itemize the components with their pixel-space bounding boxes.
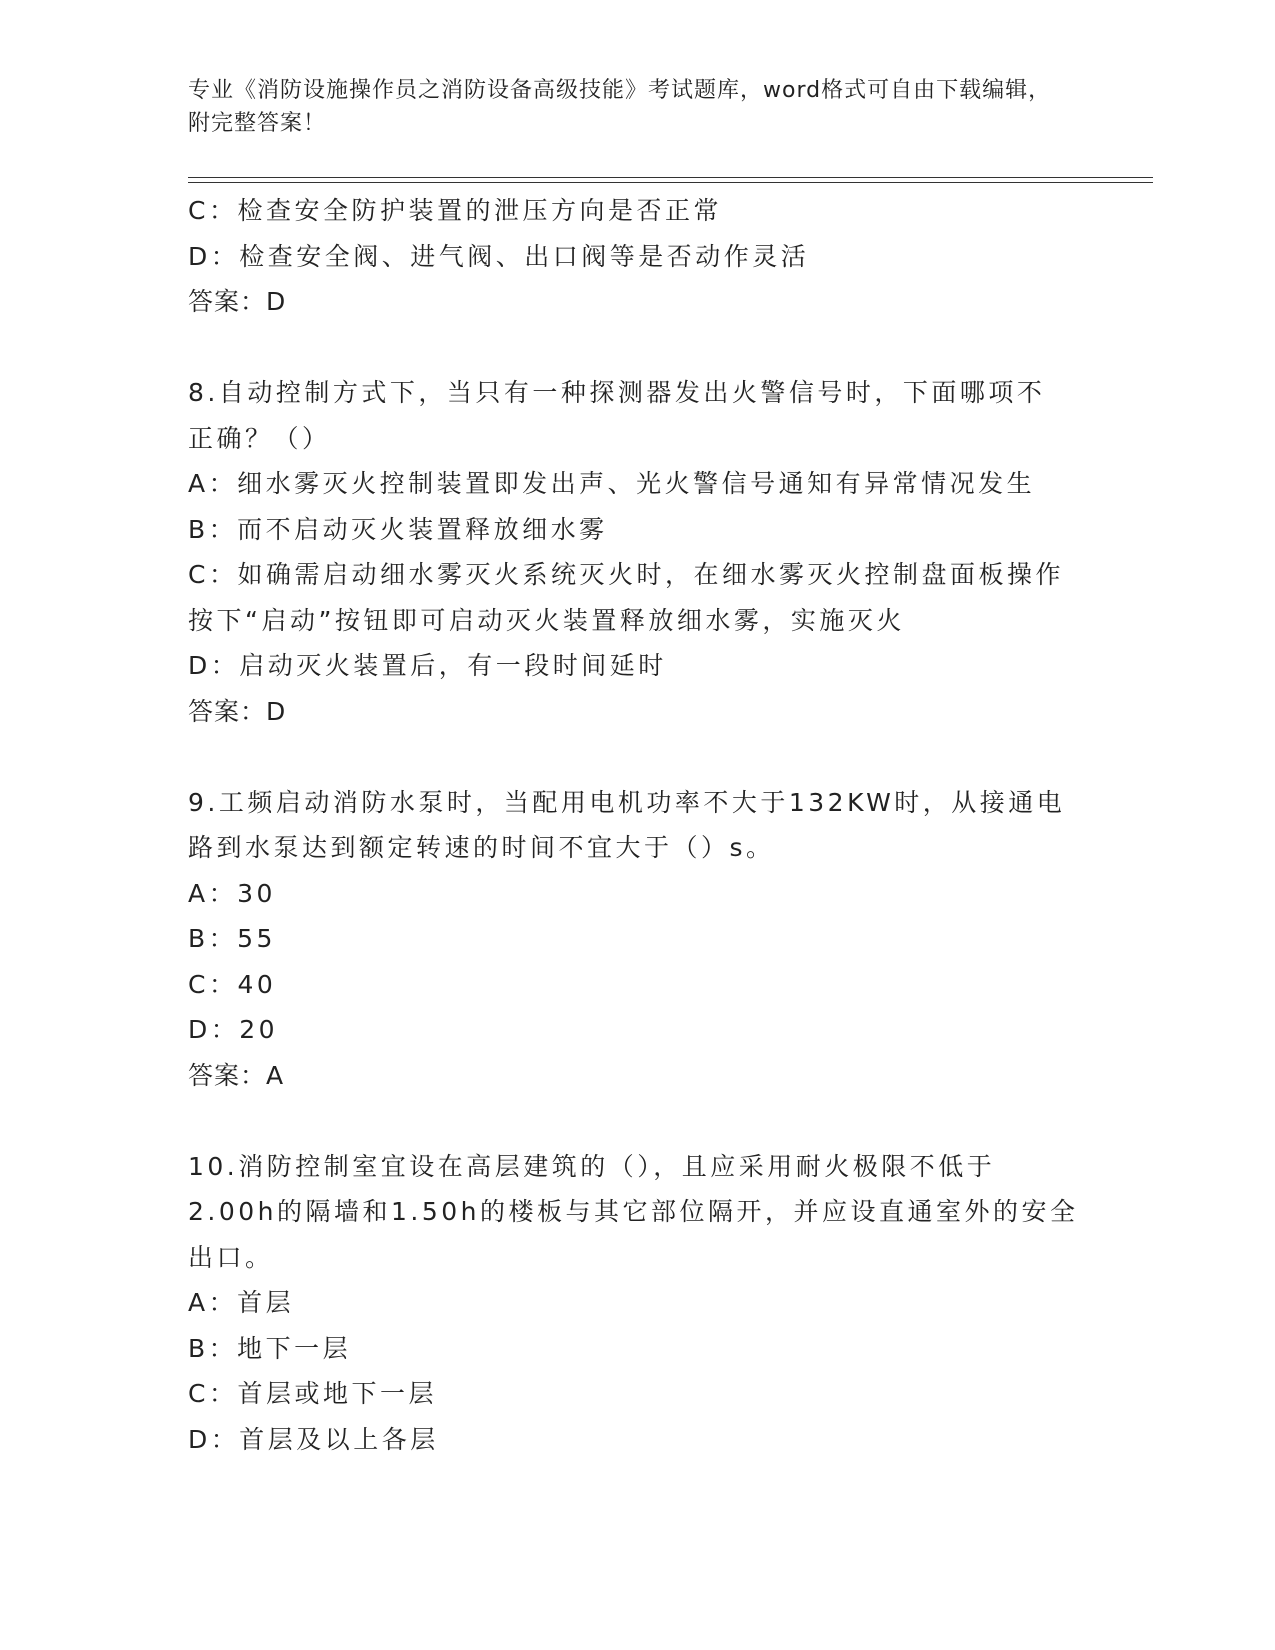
answer-line: 答案：D	[188, 287, 287, 316]
document-header: 专业《消防设施操作员之消防设备高级技能》考试题库，word格式可自由下载编辑，附完整答案！	[188, 78, 1052, 136]
question-text: 10.消防控制室宜设在高层建筑的（），且应采用耐火极限不低于	[188, 1151, 996, 1181]
option-line: 按下“启动”按钮即可启动灭火装置释放细水雾，实施灭火	[188, 605, 905, 635]
option-line: B：而不启动灭火装置释放细水雾	[188, 514, 608, 544]
question-content	[188, 188, 1088, 1462]
option-line: A：首层	[188, 1288, 295, 1317]
answer-line: 答案：D	[188, 696, 287, 726]
spacer	[188, 734, 1088, 780]
option-line: C：检查安全防护装置的泄压方向是否正常	[188, 196, 722, 225]
option-line: C：首层或地下一层	[188, 1379, 437, 1408]
question-text: 9.工频启动消防水泵时，当配用电机功率不大于132KW时，从接通电	[188, 787, 1066, 817]
question-9	[188, 780, 1088, 1099]
question-text: 8.自动控制方式下，当只有一种探测器发出火警信号时，下面哪项不	[188, 378, 1046, 407]
option-line: C：如确需启动细水雾灭火系统灭火时，在细水雾灭火控制盘面板操作	[188, 560, 1064, 589]
option-line: D：启动灭火装置后，有一段时间延时	[188, 651, 667, 680]
question-text: 路到水泵达到额定转速的时间不宜大于（）s。	[188, 833, 775, 862]
header-divider-top	[188, 177, 1153, 178]
option-line: B：55	[188, 924, 276, 953]
header-divider-bottom	[188, 182, 1153, 183]
spacer	[188, 325, 1088, 371]
option-line: B：地下一层	[188, 1333, 352, 1363]
answer-line: 答案：A	[188, 1060, 285, 1090]
question-text: 2.00h的隔墙和1.50h的楼板与其它部位隔开，并应设直通室外的安全	[188, 1197, 1079, 1226]
option-line: A：细水雾灭火控制装置即发出声、光火警信号通知有异常情况发生	[188, 469, 1036, 498]
question-8	[188, 370, 1088, 734]
option-line: D：20	[188, 1015, 279, 1044]
question-text: 正确？（）	[188, 423, 331, 453]
spacer	[188, 1098, 1088, 1144]
option-line: D：首层及以上各层	[188, 1424, 439, 1454]
question-10	[188, 1144, 1088, 1463]
question-text: 出口。	[188, 1242, 274, 1272]
option-line: C：40	[188, 969, 277, 999]
option-line: D：检查安全阀、进气阀、出口阀等是否动作灵活	[188, 241, 810, 271]
option-line: A：30	[188, 878, 276, 908]
